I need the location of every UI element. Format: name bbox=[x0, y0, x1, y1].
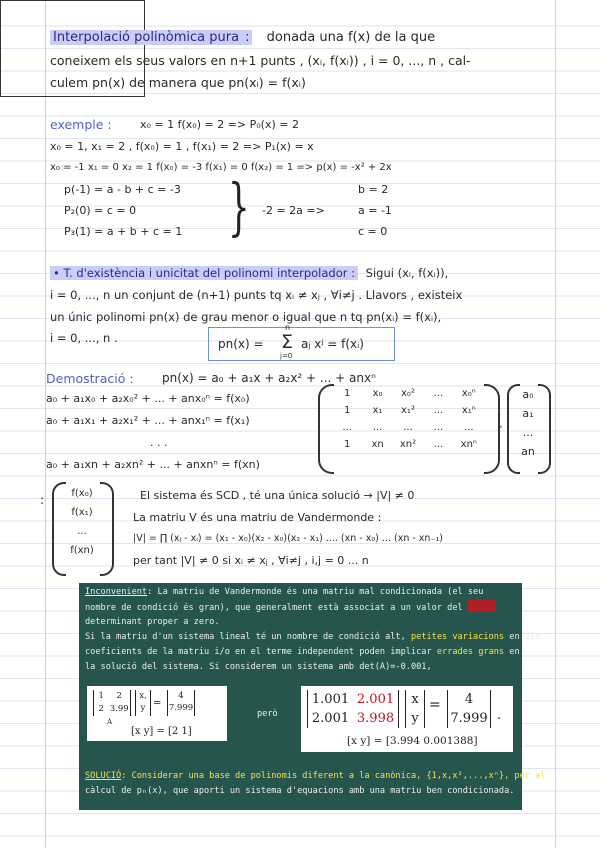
formula-lhs: pn(x) = bbox=[218, 337, 264, 351]
panel-line-5-b: en bbox=[509, 647, 520, 657]
example-result-c: c = 0 bbox=[358, 225, 388, 238]
equals-sign-2: = bbox=[429, 697, 441, 713]
vector-cell: x bbox=[411, 692, 419, 707]
panel-line-2 bbox=[85, 600, 496, 616]
panel-line-5 bbox=[85, 645, 520, 660]
vector-cell: 7.999 bbox=[450, 711, 488, 726]
vector-cell: a₀ bbox=[522, 388, 534, 401]
vander-line-4: per tant |V| ≠ 0 si xᵢ ≠ xⱼ , ∀i≠j , i,j = 0 ... n bbox=[133, 554, 369, 567]
vector-cell: an bbox=[521, 445, 535, 458]
vector-cell: y bbox=[411, 711, 419, 726]
vector-b1 bbox=[167, 690, 195, 716]
formula-box bbox=[208, 323, 395, 361]
panel-line-4-a: Si la matriu d'un sistema lineal té un nombre de condició alt, bbox=[85, 632, 406, 642]
inconvenient-panel bbox=[79, 583, 546, 810]
demo-eq-2: a₀ + a₁x₁ + a₂x₁² + ... + anx₁ⁿ = f(x₁) bbox=[46, 414, 250, 427]
matrix-cell: 1 bbox=[344, 405, 351, 416]
example-line-3: x₀ = -1 x₁ = 0 x₂ = 1 f(x₀) = -3 f(x₁) = 0 f(x₂) = 1 => p(x) = -x² + 2x bbox=[50, 162, 392, 173]
vander-line-1: El sistema és SCD , té una única solució → |V| ≠ 0 bbox=[140, 489, 415, 502]
matrix-cell: ... bbox=[433, 422, 444, 433]
demo-pn: pn(x) = a₀ + a₁x + a₂x² + ... + anxⁿ bbox=[162, 371, 376, 385]
matrix-a1 bbox=[93, 690, 131, 716]
matrix-cell: ... bbox=[433, 405, 444, 416]
example-system-3: P₃(1) = a + b + c = 1 bbox=[64, 225, 183, 238]
example-line-2: x₀ = 1, x₁ = 2 , f(x₀) = 1 , f(x₁) = 2 => P₁(x) = x bbox=[50, 140, 314, 153]
theorem-line-2: i = 0, ..., n un conjunt de (n+1) punts tq xᵢ ≠ xⱼ , ∀i≠j . Llavors , existeix bbox=[50, 288, 463, 302]
demo-eq-1: a₀ + a₁x₀ + a₂x₀² + ... + anx₀ⁿ = f(x₀) bbox=[46, 392, 250, 405]
matrix-cell: xn² bbox=[399, 439, 417, 450]
vector-cell: f(x₁) bbox=[71, 507, 93, 518]
panel-line-1-text: : La matriu de Vandermonde és una matriu mal condicionada (el seu bbox=[147, 587, 484, 597]
theorem-rest: Sigui (xᵢ, f(xᵢ)), bbox=[365, 266, 449, 280]
example-system-2: P₂(0) = c = 0 bbox=[64, 204, 137, 217]
matrix-cell: 2.001 bbox=[311, 711, 350, 726]
title-line bbox=[50, 30, 435, 45]
title-highlight: Interpolació polinòmica pura bbox=[50, 30, 242, 45]
vector-cell: a₁ bbox=[522, 407, 534, 420]
theorem-line-3: un únic polinomi pn(x) de grau menor o igual que n tq pn(xᵢ) = f(xᵢ), bbox=[50, 310, 442, 324]
solution-line-1 bbox=[85, 769, 545, 784]
matrix-cell: 1 bbox=[344, 388, 351, 399]
panel-line-4-b: en els bbox=[509, 632, 541, 642]
example-result-b: b = 2 bbox=[358, 183, 389, 196]
vector-cell: ... bbox=[77, 526, 87, 537]
solution-2: [x y] = [3.994 0.001388] bbox=[347, 735, 478, 747]
demo-label: Demostració : bbox=[46, 371, 134, 386]
matrix-cell: ... bbox=[433, 388, 444, 399]
matrix-cell: xnⁿ bbox=[460, 439, 477, 450]
example-system-1: p(-1) = a - b + c = -3 bbox=[64, 183, 181, 196]
demo-eq-n: a₀ + a₁xn + a₂xn² + ... + anxnⁿ = f(xn) bbox=[46, 458, 260, 471]
vector-cell: f(x₀) bbox=[71, 488, 93, 499]
matrix-cell: 2 bbox=[98, 704, 104, 714]
vector-cell: 4 bbox=[178, 691, 184, 701]
matrix-cell: 3.99 bbox=[109, 704, 129, 714]
matrix-cell-changed: 2.001 bbox=[356, 692, 395, 707]
red-mark bbox=[468, 600, 496, 612]
pero-text: però bbox=[257, 709, 278, 719]
mult-dot: · bbox=[499, 420, 503, 434]
margin-line-right bbox=[555, 0, 556, 848]
vander-line-3: |V| = ∏ (xⱼ - xᵢ) = (x₁ - x₀)(x₂ - x₀)(x₂ - x₁) .... (xn - x₀) ... (xn - xn₋₁) bbox=[133, 533, 443, 544]
matrix-cell: 1 bbox=[344, 439, 351, 450]
equals-sign-1: = bbox=[153, 698, 162, 709]
demo-eq-dots: . . . bbox=[150, 436, 168, 449]
matrix-v-right-paren bbox=[484, 384, 500, 474]
matrix-cell: 1.001 bbox=[311, 692, 350, 707]
theorem-highlight: • T. d'existència i unicitat del polinomi interpolador : bbox=[50, 266, 358, 280]
matrix-cell: ... bbox=[372, 422, 383, 433]
example-system-ill-conditioned bbox=[301, 686, 513, 752]
matrix-cell: x₁ bbox=[372, 405, 383, 416]
example-line-1: x₀ = 1 f(x₀) = 2 => P₀(x) = 2 bbox=[140, 118, 299, 131]
title-sep: : bbox=[242, 30, 252, 45]
vector-b2 bbox=[447, 690, 491, 728]
formula-sum-top: n bbox=[285, 323, 291, 332]
colon-mark: : bbox=[40, 493, 45, 507]
matrix-cell: 2 bbox=[116, 691, 122, 701]
panel-line-3: determinant proper a zero. bbox=[85, 617, 220, 627]
vector-cell: 7.999 bbox=[168, 703, 194, 713]
panel-line-1 bbox=[85, 585, 483, 600]
solution-1: [x y] = [2 1] bbox=[131, 726, 192, 737]
panel-line-2-text: nombre de condició és gran), que generalment està associat a un valor del bbox=[85, 603, 463, 613]
matrix-a-label: A bbox=[107, 718, 113, 726]
vector-x2 bbox=[405, 690, 425, 728]
title-rest: donada una f(x) de la que bbox=[266, 30, 436, 45]
example-result-a: a = -1 bbox=[358, 204, 392, 217]
matrix-cell: x₀² bbox=[401, 388, 415, 399]
vector-x1 bbox=[135, 690, 151, 716]
formula-sum-bottom: j=0 bbox=[280, 352, 293, 360]
example-system-well-conditioned bbox=[87, 686, 227, 741]
vector-a-right-paren bbox=[538, 384, 551, 474]
example-mid: -2 = 2a => bbox=[262, 204, 325, 217]
matrix-cell: 1 bbox=[98, 691, 104, 701]
theorem-line-1 bbox=[50, 266, 448, 281]
solution-text-1: : Considerar una base de polinomis diferent a la canònica, {1,x,x²,...,xⁿ}, per al bbox=[121, 771, 546, 781]
matrix-cell: x₀ⁿ bbox=[461, 388, 476, 399]
end-period: . bbox=[497, 708, 502, 723]
matrix-cell: xn bbox=[371, 439, 384, 450]
solution-line-2: càlcul de pₙ(x), que aporti un sistema d'equacions amb una matriu ben condicionada. bbox=[85, 786, 515, 796]
vander-line-2: La matriu V és una matriu de Vandermonde : bbox=[133, 511, 382, 524]
matrix-a2 bbox=[307, 690, 399, 728]
matrix-cell: x₁ⁿ bbox=[461, 405, 476, 416]
solution-label: SOLUCIÓ bbox=[85, 771, 122, 781]
intro-line-3: culem pn(x) de manera que pn(xᵢ) = f(xᵢ) bbox=[50, 75, 306, 90]
highlight-petites-variacions: petites variacions bbox=[410, 632, 505, 642]
vandermonde-matrix bbox=[332, 388, 484, 450]
matrix-cell: ... bbox=[464, 422, 474, 433]
example-label: exemple : bbox=[50, 117, 112, 132]
formula-rhs: aⱼ xʲ = f(xᵢ) bbox=[301, 337, 364, 351]
panel-line-6: la solució del sistema. Si considerem un sistema amb det(A)=-0.001, bbox=[85, 662, 432, 672]
inconvenient-label: Inconvenient bbox=[85, 587, 148, 597]
curly-brace: } bbox=[228, 170, 250, 243]
matrix-cell: ... bbox=[342, 422, 352, 433]
theorem-line-4: i = 0, ..., n . bbox=[50, 331, 118, 345]
matrix-cell: ... bbox=[433, 439, 444, 450]
matrix-cell: x₀ bbox=[372, 388, 383, 399]
vector-cell: f(xn) bbox=[70, 545, 94, 556]
vector-f bbox=[63, 488, 101, 556]
vector-cell: ... bbox=[522, 426, 534, 439]
vector-cell: x, bbox=[139, 691, 147, 701]
vector-a bbox=[516, 388, 540, 458]
vector-f-right-paren bbox=[100, 482, 114, 576]
panel-line-5-a: coeficients de la matriu i/o en el terme independent poden implicar bbox=[85, 647, 432, 657]
intro-line-2: coneixem els seus valors en n+1 punts , (xᵢ, f(xᵢ)) , i = 0, ..., n , cal- bbox=[50, 53, 471, 68]
matrix-cell-changed: 3.998 bbox=[356, 711, 395, 726]
highlight-errades-grans: errades grans bbox=[436, 647, 505, 657]
matrix-cell: x₁² bbox=[401, 405, 415, 416]
vector-cell: 4 bbox=[464, 692, 474, 707]
formula-sum: Σ bbox=[281, 331, 294, 353]
vector-cell: y bbox=[140, 703, 146, 713]
matrix-cell: ... bbox=[403, 422, 413, 433]
panel-line-4 bbox=[85, 630, 540, 645]
